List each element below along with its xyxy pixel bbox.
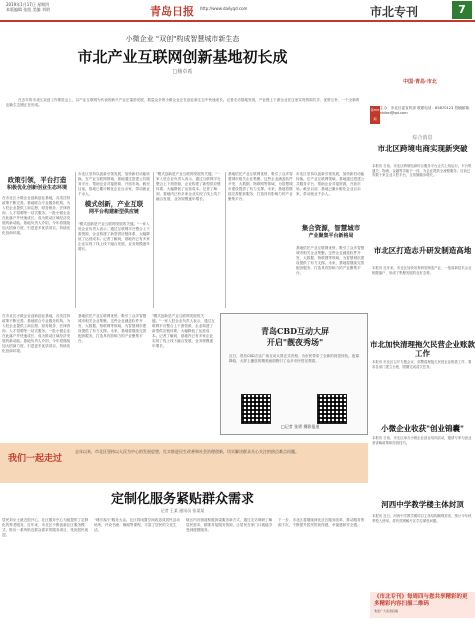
- subhead-right-line2: 产业聚集平台新格局: [308, 233, 354, 239]
- district-logo-text: 中国·青岛·市北: [403, 79, 437, 85]
- promo-title-line1: 青岛CBD互动大屏: [260, 326, 330, 336]
- subhead-right: [296, 224, 366, 240]
- column-2: "模式创新是产业互联网发展的关键。"一家入驻企业负责人表示，通过互联网平台整合上下游资源，企业构建了新型供应链体系，大幅降低了运营成本。记者了解到，基地内已有多家企业实现了线上线下融合发展，业务规模逐年增长。: [78, 222, 150, 251]
- lead-text: 在去年的市北区双创工作推进会上，以产业互联网为代表的新兴产业正蓬勃发展，数量众多的小微企业正在创业新生态中快速成长。记者走访基地发现，产业链上下游企业在这里实现资源共享、优势互补，一个全新的创新生态圈正在形成。: [6, 98, 360, 107]
- column-rule: [75, 172, 76, 308]
- sidebar-section-label: 综合消息: [412, 135, 433, 141]
- sidebar-news-body: 本报讯 近日，河西中学教学楼项目主体结构顺利封顶，预计今年秋季投入使用，将有效缓解片区学位紧张问题。: [372, 514, 472, 523]
- qr-code-icon[interactable]: [241, 394, 271, 424]
- sidebar-news-title[interactable]: 小微企业收获"创业锦囊": [381, 424, 464, 433]
- date-line: [6, 2, 50, 12]
- subhead-left: [2, 176, 72, 192]
- column-3: "模式创新是产业互联网发展的关键。"一家入驻企业负责人表示，通过互联网平台整合上下游资源，企业构建了新型供应链体系，大幅降低了运营成本。记者了解到，基地内已有多家企业实现了线上线下融合发展，业务规模逐年增长。: [156, 172, 221, 201]
- column-rule: [225, 172, 226, 308]
- promo-box: [220, 313, 368, 435]
- section-name: 市北专刊: [370, 5, 419, 19]
- subscription-ad[interactable]: [370, 592, 475, 618]
- section-column-2: "城市客厅"服务大众。社区将闲置空间改造成居民活动场所，开设书画、舞蹈等课程，丰富了居民的文化生活。: [94, 518, 180, 532]
- promo-body: 近日，青岛CBD万达广场互动大屏正式亮相，为市民带来了全新的视觉体验。夜幕降临，大屏上播放的精美画面吸引了众多市民驻足观看。: [229, 354, 359, 363]
- subhead-mid-line1: 模式创新，产业互联: [84, 200, 144, 208]
- banner-text: 去年以来，市北区坚持以人民为中心的发展思想，扎实推进民生改善和社会治理创新，切实解决群众关心关注的热点难点问题。: [75, 449, 299, 454]
- sidebar-news-body: 本报讯 市北区召开专题会议，部署清理拖欠民营企业账款工作，要求各部门建立台账，限期完成清欠任务。: [372, 360, 472, 369]
- promo-title-line2: 开启"靓夜秀场": [266, 337, 324, 347]
- page-number: 7: [452, 1, 472, 19]
- section-column-1: 居民刘女士最近很开心，社区服务中心为她提供了定制化的养老服务。近年来，市北区不断创新社区服务模式，推出一系列贴近群众需求的服务项目，受到居民欢迎。: [2, 518, 89, 537]
- sidebar-news-title[interactable]: 市北加快清理拖欠民营企业账款工作: [370, 340, 475, 358]
- sidebar-news-body: 本报讯 日前，市北区举办小微企业创业培训活动，邀请专家为创业者讲解政策和经营技巧。: [372, 436, 472, 445]
- sidebar-news-title[interactable]: 河西中学教学楼主体封顶: [381, 500, 464, 509]
- sidebar-news-body: 本报讯 日前，市北区跨境电商综合服务平台正式上线运行。平台集通关、物流、金融等功能于一体，为企业提供全流程服务。目前已有数十家企业入驻平台，交易额稳步增长。: [372, 164, 472, 178]
- promo-title: [221, 326, 369, 348]
- column-7: 基地依托产业互联网优势，吸引了众多智慧城市相关企业集聚。这些企业涵盖软件开发、大数据、物联网等领域，为智慧城市建设提供了有力支撑。未来，基地将继续完善配套服务，打造具有影响力的产业聚集平台。: [78, 314, 147, 343]
- byline: □杨卓希: [172, 69, 193, 75]
- headline-area: [0, 24, 365, 92]
- subhead-mid-line2: 网平台构建新型供应链: [88, 209, 139, 215]
- column-5: 基地依托产业互联网优势，吸引了众多智慧城市相关企业集聚。这些企业涵盖软件开发、大数据、物联网等领域，为智慧城市建设提供了有力支撑。未来，基地将继续完善配套服务，打造具有影响力的产业聚集平台。: [296, 246, 365, 275]
- section-byline: 记者 王某 通讯员 张某某: [160, 508, 205, 513]
- column-4: 基地依托产业互联网优势，吸引了众多智慧城市相关企业集聚。这些企业涵盖软件开发、大数据、物联网等领域，为智慧城市建设提供了有力支撑。未来，基地将继续完善配套服务，打造具有影响力的产业聚集平台。: [228, 172, 293, 201]
- subhead-left-line1: 政策引领，平台打造: [7, 176, 67, 184]
- newspaper-logo: 青岛日报: [150, 5, 194, 18]
- column-6: 在市北区小微企业创新创业基地，各类扶持政策不断完善。基地联合专业服务机构，为入驻企业提供工商注册、财务税务、法律咨询、人才招聘等一站式服务。一批小微企业在此落户并快速成长，成为推动区域经济发展的新动能。基地负责人介绍，今年将继续加大招商力度，引进更多优质项目，持续优化营商环境。: [2, 314, 71, 353]
- masthead: [0, 0, 475, 22]
- date-text: 2019年1月17日 星期四: [6, 2, 50, 7]
- column-8: "模式创新是产业互联网发展的关键。"一家入驻企业负责人表示，通过互联网平台整合上下游资源，企业构建了新型供应链体系，大幅降低了运营成本。记者了解到，基地内已有多家企业实现了线上线下融合发展，业务规模逐年增长。: [152, 314, 215, 348]
- banner-label: 我们一起走过: [8, 454, 63, 464]
- column-2-top: 市北区坚持以创新引领发展，加快新旧动能转换。在产业互联网领域，基地通过搭建公共服务平台，帮助企业对接资源，开拓市场。截至目前，基地已累计孵化企业百余家，带动就业千余人。: [78, 172, 150, 196]
- column-rule: [153, 172, 154, 308]
- sidebar-news-body: 本报讯 近年来，市北区加快培育研发制造产业，一批高新技术企业相继落户，形成了集聚发展的良好态势。: [372, 266, 472, 275]
- sidebar: [370, 22, 475, 620]
- lead-paragraph: [6, 98, 361, 160]
- column-1: 在市北区小微企业创新创业基地，各类扶持政策不断完善。基地联合专业服务机构，为入驻企业提供工商注册、财务税务、法律咨询、人才招聘等一站式服务。一批小微企业在此落户并快速成长，成为推动区域经济发展的新动能。基地负责人介绍，今年将继续加大招商力度，引进更多优质项目，持续优化营商环境。: [2, 196, 71, 235]
- district-logo: [390, 66, 450, 88]
- column-5-top: 市北区坚持以创新引领发展，加快新旧动能转换。在产业互联网领域，基地通过搭建公共服务平台，帮助企业对接资源，开拓市场。截至目前，基地已累计孵化企业百余家，带动就业千余人。: [296, 172, 365, 196]
- sidebar-news-title[interactable]: 市北区打造志升研发制造高地: [373, 246, 472, 255]
- main-headline[interactable]: 市北产业互联网创新基地初长成: [77, 48, 288, 66]
- ad-text: 欢迎广大读者投稿: [374, 609, 399, 613]
- photo-caption: □记者 张勇 摄影报道: [281, 424, 320, 429]
- issue-badge: 第305期: [370, 106, 380, 124]
- ad-title: 《市北专刊》每周四与您共享精彩的更多精彩内容扫描二维码: [374, 594, 468, 607]
- section-column-4: 下一步，市北区将继续深化社区服务改革，推动服务资源下沉，不断提升居民的获得感、幸福感和安全感。: [278, 518, 365, 527]
- kicker: 小微企业 "双创"构成智慧城市新生态: [125, 35, 240, 43]
- section-headline[interactable]: 定制化服务紧贴群众需求: [110, 492, 254, 507]
- qr-code-icon[interactable]: [317, 394, 347, 424]
- subhead-left-line2: 积极优化创新创业生态环境: [6, 185, 67, 191]
- subhead-mid: [78, 200, 150, 216]
- subhead-right-line1: 集合资源，智慧城市: [301, 224, 361, 232]
- site-url[interactable]: http://www.dailyqd.com: [200, 6, 248, 11]
- banner: [0, 443, 368, 483]
- editor-info: 主办：市北区委宣传部 联系电话：85870123 投稿邮箱：shibei@qd.com: [380, 106, 473, 115]
- section-column-3: 辖区内各街道积极探索服务新方式，通过走访调研了解居民需求，精准对接服务资源，让居民在家门口就能享受到便捷服务。: [186, 518, 273, 532]
- edition-text: 本版编辑 张凯 美编 刘明: [6, 7, 50, 12]
- sidebar-news-title[interactable]: 市北区跨境电商实现新突破: [377, 144, 468, 153]
